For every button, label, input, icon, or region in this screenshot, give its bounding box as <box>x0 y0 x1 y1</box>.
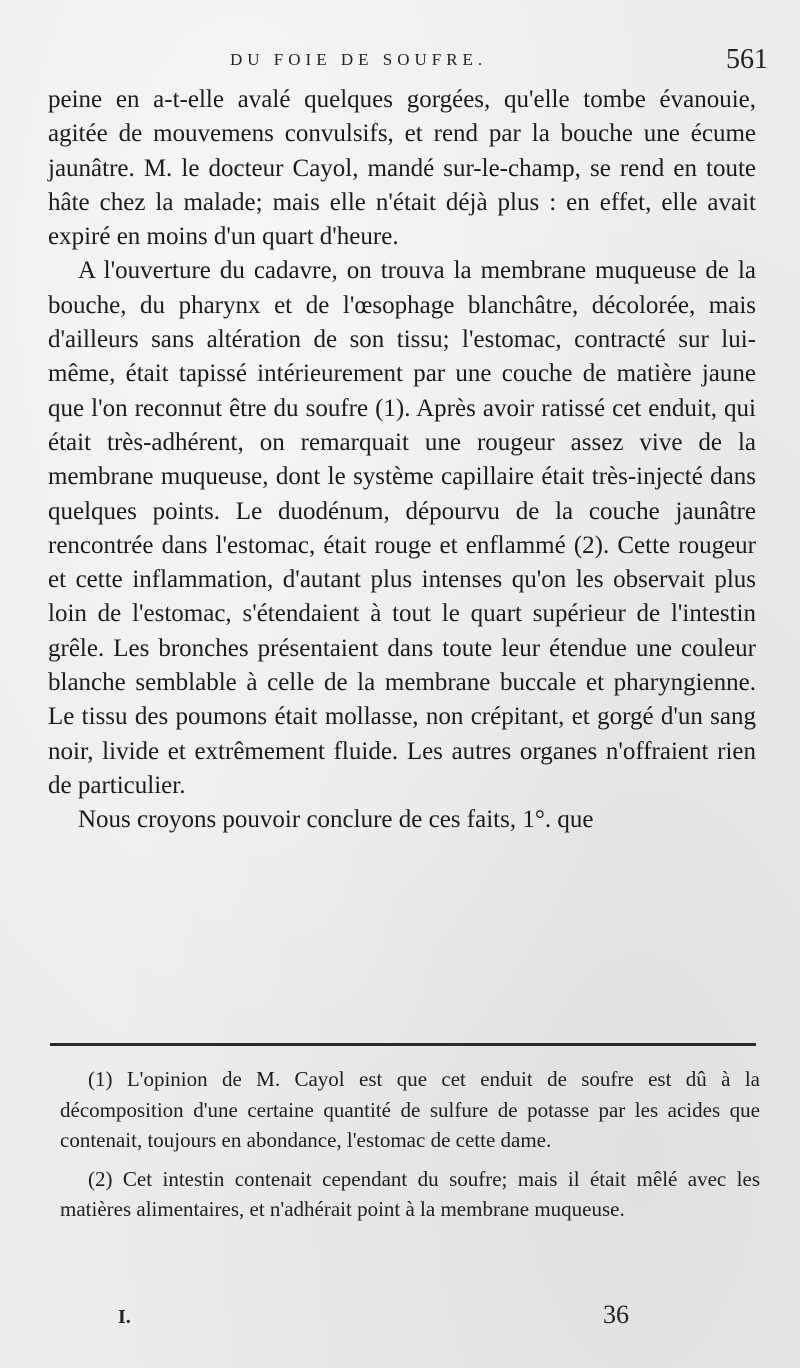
footnote: (2) Cet intestin contenait cependant du soufre; mais il était mêlé avec les matières alimentaires, et n'adhérait point à la membrane muqueuse. <box>60 1166 760 1221</box>
signature-number: 36 <box>603 1300 629 1329</box>
signature-mark: I. <box>118 1306 131 1328</box>
footnote: (1) L'opinion de M. Cayol est que cet enduit de soufre est dû à la décomposition d'une certaine quantité de sulfure de potasse par les acides que contenait, toujours en abondance, l'estomac de cette dame. <box>60 1067 760 1152</box>
paragraph: peine en a-t-elle avalé quelques gorgées, qu'elle tombe évanouie, agitée de mouvemens convulsifs, et rend par la bouche une écume jaunâtre. M. le docteur Cayol, mandé sur-le-champ, se rend en toute hâte chez la malade; mais elle n'était déjà plus : en effet, elle avait expiré en moins d'un quart d'heure. <box>48 86 756 251</box>
paragraph: A l'ouverture du cadavre, on trouva la membrane muqueuse de la bouche, du pharynx et de l'œsophage blanchâtre, décolorée, mais d'ailleurs sans altération de son tissu; l'estomac, contracté sur lui-même, était tapissé intérieurement par une couche de matière jaune que l'on reconnut être du soufre (1). Après avoir ratissé cet enduit, qui était très-adhérent, on remarquait une rougeur assez vive de la membrane muqueuse, dont le système capillaire était très-injecté dans quelques points. Le duodénum, dépourvu de la couche jaunâtre rencontrée dans l'estomac, était rouge et enflammé (2). Cette rougeur et cette inflammation, d'autant plus intenses qu'on les observait plus loin de l'estomac, s'étendaient à tout le quart supérieur de l'intestin grêle. Les bronches présentaient dans toute leur étendue une couleur blanche semblable à celle de la membrane buccale et pharyngienne. Le tissu des poumons était mollasse, non crépitant, et gorgé d'un sang noir, livide et extrêmement fluide. Les autres organes n'offraient rien de particulier. <box>48 257 756 799</box>
body-text <box>48 83 756 838</box>
running-head-title: DU FOIE DE SOUFRE. <box>230 50 488 69</box>
paragraph: Nous croyons pouvoir conclure de ces faits, 1°. que <box>78 806 594 834</box>
footnotes <box>60 1064 760 1233</box>
footnote-rule <box>50 1043 756 1046</box>
page-number: 561 <box>726 44 768 75</box>
running-head <box>0 44 800 80</box>
